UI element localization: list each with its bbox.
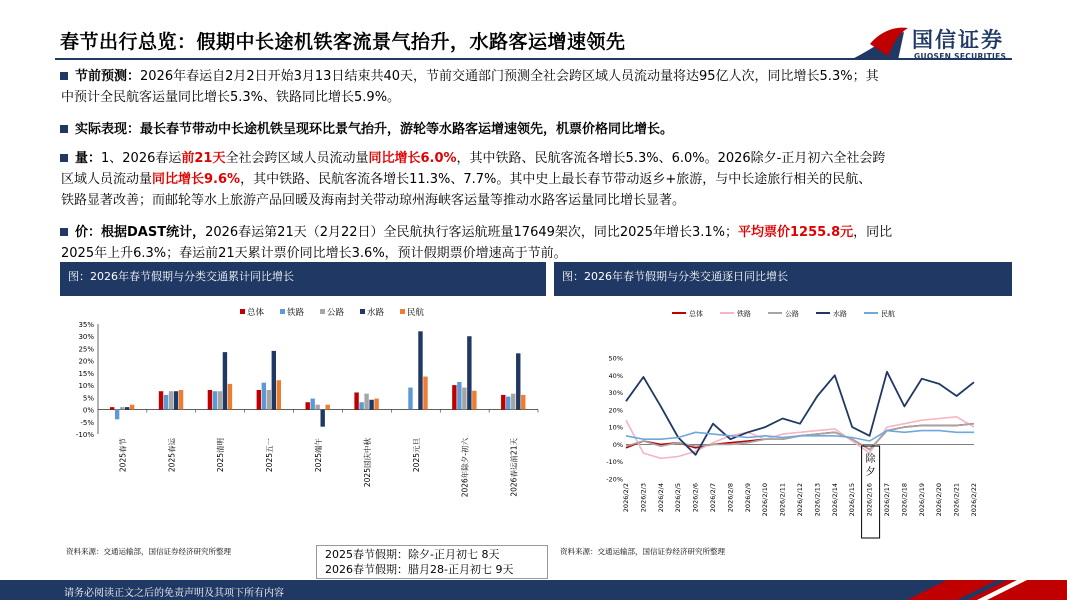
y-tick-label: 10% bbox=[608, 423, 623, 432]
y-tick-label: 20% bbox=[608, 406, 623, 415]
cumulative-growth-bar-chart bbox=[60, 296, 546, 542]
volume-line3: 铁路显著改善；而邮轮等水上旅游产品回暖及海南封关带动琼州海峡客运量等推动水路客运量同比增长显著。 bbox=[61, 193, 686, 208]
y-tick-label: -10% bbox=[606, 458, 623, 467]
bar bbox=[374, 399, 378, 410]
x-tick-label: 2026/2/9 bbox=[743, 483, 752, 513]
x-tick-label: 2025春节 bbox=[118, 438, 128, 473]
x-tick-label: 2026/2/15 bbox=[848, 483, 857, 517]
y-tick-label: -20% bbox=[606, 475, 623, 484]
bar bbox=[359, 402, 363, 409]
volume-text-1: 1、2026春运 bbox=[101, 151, 182, 166]
y-tick-label: 35% bbox=[78, 321, 94, 329]
annotation-char: 除 bbox=[865, 454, 876, 465]
right-chart-panel bbox=[554, 296, 1012, 542]
bar bbox=[169, 391, 173, 409]
bullet-actual: 实际表现：最长春节带动中长途机铁呈现环比景气抬升，游轮等水路客运增速领先，机票价格同比增长。 bbox=[75, 122, 674, 137]
bar bbox=[208, 390, 212, 410]
x-tick-label: 2026年除夕-初六 bbox=[460, 438, 470, 498]
y-tick-label: 0% bbox=[612, 440, 623, 449]
bar bbox=[418, 331, 422, 409]
legend-label: 水路 bbox=[833, 310, 847, 318]
legend-label: 公路 bbox=[327, 308, 345, 318]
bar bbox=[159, 391, 163, 409]
volume-text-2: 全社会跨区域人员流动量 bbox=[225, 151, 369, 166]
legend-label: 铁路 bbox=[287, 308, 305, 318]
legend-label: 总体 bbox=[689, 310, 703, 318]
x-tick-label: 2025国庆中秋 bbox=[362, 438, 372, 488]
annotation-char: 夕 bbox=[865, 467, 876, 478]
page-title: 春节出行总览：假期中长途机铁客流景气抬升，水路客运增速领先 bbox=[60, 31, 626, 53]
x-tick-label: 2026春运前21天 bbox=[509, 438, 519, 497]
x-tick-label: 2026/2/10 bbox=[761, 483, 770, 517]
x-tick-label: 2025清明 bbox=[216, 438, 226, 473]
right-chart-header: 图：2026年春节假期与分类交通逐日同比增长 bbox=[554, 262, 1012, 296]
bullet-square-icon bbox=[60, 154, 68, 162]
bar bbox=[179, 390, 183, 410]
x-tick-label: 2026/2/11 bbox=[778, 483, 787, 517]
legend-label: 公路 bbox=[785, 310, 799, 318]
bar bbox=[306, 402, 310, 409]
volume-text-5: ，其中铁路、民航客流各增长11.3%、7.7%。其中史上最长春节带动返乡+旅游，与中长途旅行相关的民航、 bbox=[240, 172, 872, 187]
bar bbox=[115, 410, 119, 420]
bar bbox=[120, 407, 124, 409]
bar bbox=[174, 391, 178, 409]
footer-disclaimer: 请务必阅读正文之后的免责声明及其项下所有内容 bbox=[64, 588, 284, 599]
y-tick-label: -5% bbox=[80, 418, 94, 427]
price-text-1: 2026春运第21天（2月22日）全民航执行客运航班量17649架次，同比2025年增长3.1%； bbox=[205, 225, 738, 240]
bullet-volume bbox=[61, 148, 1010, 211]
volume-highlight-2: 同比增长6.0% bbox=[368, 151, 457, 166]
legend-swatch bbox=[320, 309, 325, 314]
x-tick-label: 2026/2/16 bbox=[865, 483, 874, 517]
y-tick-label: 20% bbox=[78, 357, 94, 366]
price-text-2: ，同比 bbox=[853, 225, 893, 240]
bullet-price bbox=[61, 222, 1010, 264]
bullet-square-icon bbox=[60, 228, 68, 236]
bar bbox=[277, 380, 281, 409]
x-tick-label: 2026/2/21 bbox=[952, 483, 961, 517]
x-tick-label: 2026/2/22 bbox=[970, 483, 978, 517]
legend-swatch bbox=[240, 309, 245, 314]
price-label: 价：根据DAST统计， bbox=[75, 225, 206, 240]
legend-swatch bbox=[360, 309, 365, 314]
price-line2: 2025年上升6.3%；春运前21天累计票价同比增长3.6%，预计假期票价增速高于节前。 bbox=[61, 246, 567, 261]
bullet-forecast bbox=[61, 66, 1010, 108]
bullet-square-icon bbox=[60, 72, 68, 80]
left-chart-panel bbox=[60, 296, 546, 542]
bar bbox=[457, 382, 461, 410]
forecast-line2: 中预计全民航客运量同比增长5.3%、铁路同比增长5.9%。 bbox=[61, 90, 401, 105]
bar bbox=[452, 385, 456, 409]
x-tick-label: 2026/2/18 bbox=[900, 483, 909, 517]
bar bbox=[213, 391, 217, 409]
x-tick-label: 2026/2/12 bbox=[796, 483, 804, 517]
bar bbox=[521, 395, 525, 410]
bar bbox=[311, 399, 315, 410]
volume-label: 量： bbox=[75, 151, 102, 166]
left-chart-header: 图：2026年春节假期与分类交通累计同比增长 bbox=[60, 262, 546, 296]
bar bbox=[472, 391, 476, 410]
legend-label: 总体 bbox=[247, 308, 265, 318]
bar bbox=[354, 392, 358, 409]
x-tick-label: 2025端午 bbox=[314, 438, 323, 473]
forecast-line1: 2026年春运自2月2日开始3月13日结束共40天，节前交通部门预测全社会跨区域人员流动量将达95亿人次，同比增长5.3%；其 bbox=[140, 69, 879, 84]
legend-label: 水路 bbox=[367, 308, 385, 318]
bullet-square-icon bbox=[60, 125, 68, 133]
y-tick-label: 30% bbox=[78, 333, 94, 342]
x-tick-label: 2026/2/13 bbox=[813, 483, 822, 517]
logo-text: 国信证券 bbox=[912, 28, 1004, 52]
daily-growth-line-chart bbox=[554, 296, 1012, 542]
x-tick-label: 2026/2/19 bbox=[917, 483, 926, 517]
price-highlight: 平均票价1255.8元 bbox=[738, 225, 854, 240]
bar bbox=[125, 407, 129, 409]
y-tick-label: 25% bbox=[78, 345, 94, 354]
left-chart-source: 资料来源：交通运输部，国信证券经济研究所整理 bbox=[66, 547, 231, 556]
legend-label: 民航 bbox=[407, 308, 425, 318]
legend-swatch bbox=[400, 309, 405, 314]
legend-label: 民航 bbox=[881, 310, 895, 318]
volume-text-4: 区域人员流动量 bbox=[61, 172, 153, 187]
y-tick-label: 10% bbox=[78, 382, 94, 391]
x-tick-label: 2026/2/4 bbox=[656, 483, 665, 513]
bar bbox=[408, 388, 412, 410]
bar bbox=[369, 400, 373, 410]
bar bbox=[262, 383, 266, 410]
bar bbox=[467, 336, 471, 409]
bar bbox=[501, 395, 505, 410]
holiday-note-2026: 2026春节假期：腊月28-正月初七 9天 bbox=[325, 563, 514, 576]
x-tick-label: 2025元旦 bbox=[411, 438, 421, 473]
y-tick-label: 40% bbox=[608, 371, 623, 380]
right-chart-source: 资料来源：交通运输部，国信证券经济研究所整理 bbox=[560, 547, 725, 556]
bar bbox=[228, 384, 232, 410]
x-tick-label: 2025春运 bbox=[167, 438, 177, 473]
y-tick-label: -10% bbox=[75, 431, 94, 439]
legend-label: 铁路 bbox=[737, 310, 751, 318]
y-tick-label: 5% bbox=[82, 394, 94, 403]
footer-decoration bbox=[827, 580, 1067, 600]
x-tick-label: 2026/2/3 bbox=[639, 483, 648, 513]
volume-highlight-1: 前21天 bbox=[181, 151, 226, 166]
holiday-note-box bbox=[316, 545, 548, 579]
bar bbox=[326, 405, 330, 410]
bar bbox=[511, 394, 515, 410]
bar bbox=[516, 353, 520, 409]
bar bbox=[218, 391, 222, 409]
bar bbox=[316, 405, 320, 410]
bar bbox=[272, 351, 276, 410]
x-tick-label: 2026/2/8 bbox=[726, 483, 735, 513]
logo-subtext: GUOSEN SECURITIES bbox=[914, 52, 1007, 61]
bar bbox=[267, 390, 271, 410]
x-tick-label: 2026/2/14 bbox=[830, 483, 839, 517]
x-tick-label: 2026/2/7 bbox=[709, 483, 717, 513]
x-tick-label: 2026/2/6 bbox=[691, 483, 700, 513]
x-tick-label: 2025五一 bbox=[265, 438, 275, 473]
y-tick-label: 30% bbox=[608, 389, 623, 398]
x-tick-label: 2026/2/5 bbox=[674, 483, 683, 513]
bar bbox=[130, 405, 134, 410]
forecast-label: 节前预测： bbox=[75, 69, 141, 84]
x-tick-label: 2026/2/2 bbox=[622, 483, 630, 513]
x-tick-label: 2026/2/17 bbox=[883, 483, 891, 517]
y-tick-label: 15% bbox=[78, 369, 94, 378]
bar bbox=[321, 410, 325, 427]
bar bbox=[462, 388, 466, 410]
bar bbox=[364, 394, 368, 410]
bar bbox=[257, 390, 261, 410]
bar bbox=[110, 407, 114, 409]
x-tick-label: 2026/2/20 bbox=[935, 483, 944, 517]
y-tick-label: 0% bbox=[82, 406, 94, 415]
volume-text-3: ，其中铁路、民航客流各增长5.3%、6.0%。2026除夕-正月初六全社会跨 bbox=[456, 151, 886, 166]
bar bbox=[506, 397, 510, 410]
bar bbox=[423, 377, 427, 410]
legend-swatch bbox=[280, 309, 285, 314]
bar bbox=[223, 352, 227, 409]
holiday-note-2025: 2025春节假期：除夕-正月初七 8天 bbox=[325, 548, 500, 561]
bar bbox=[164, 395, 168, 410]
volume-highlight-3: 同比增长9.6% bbox=[152, 172, 241, 187]
y-tick-label: 50% bbox=[608, 354, 623, 363]
